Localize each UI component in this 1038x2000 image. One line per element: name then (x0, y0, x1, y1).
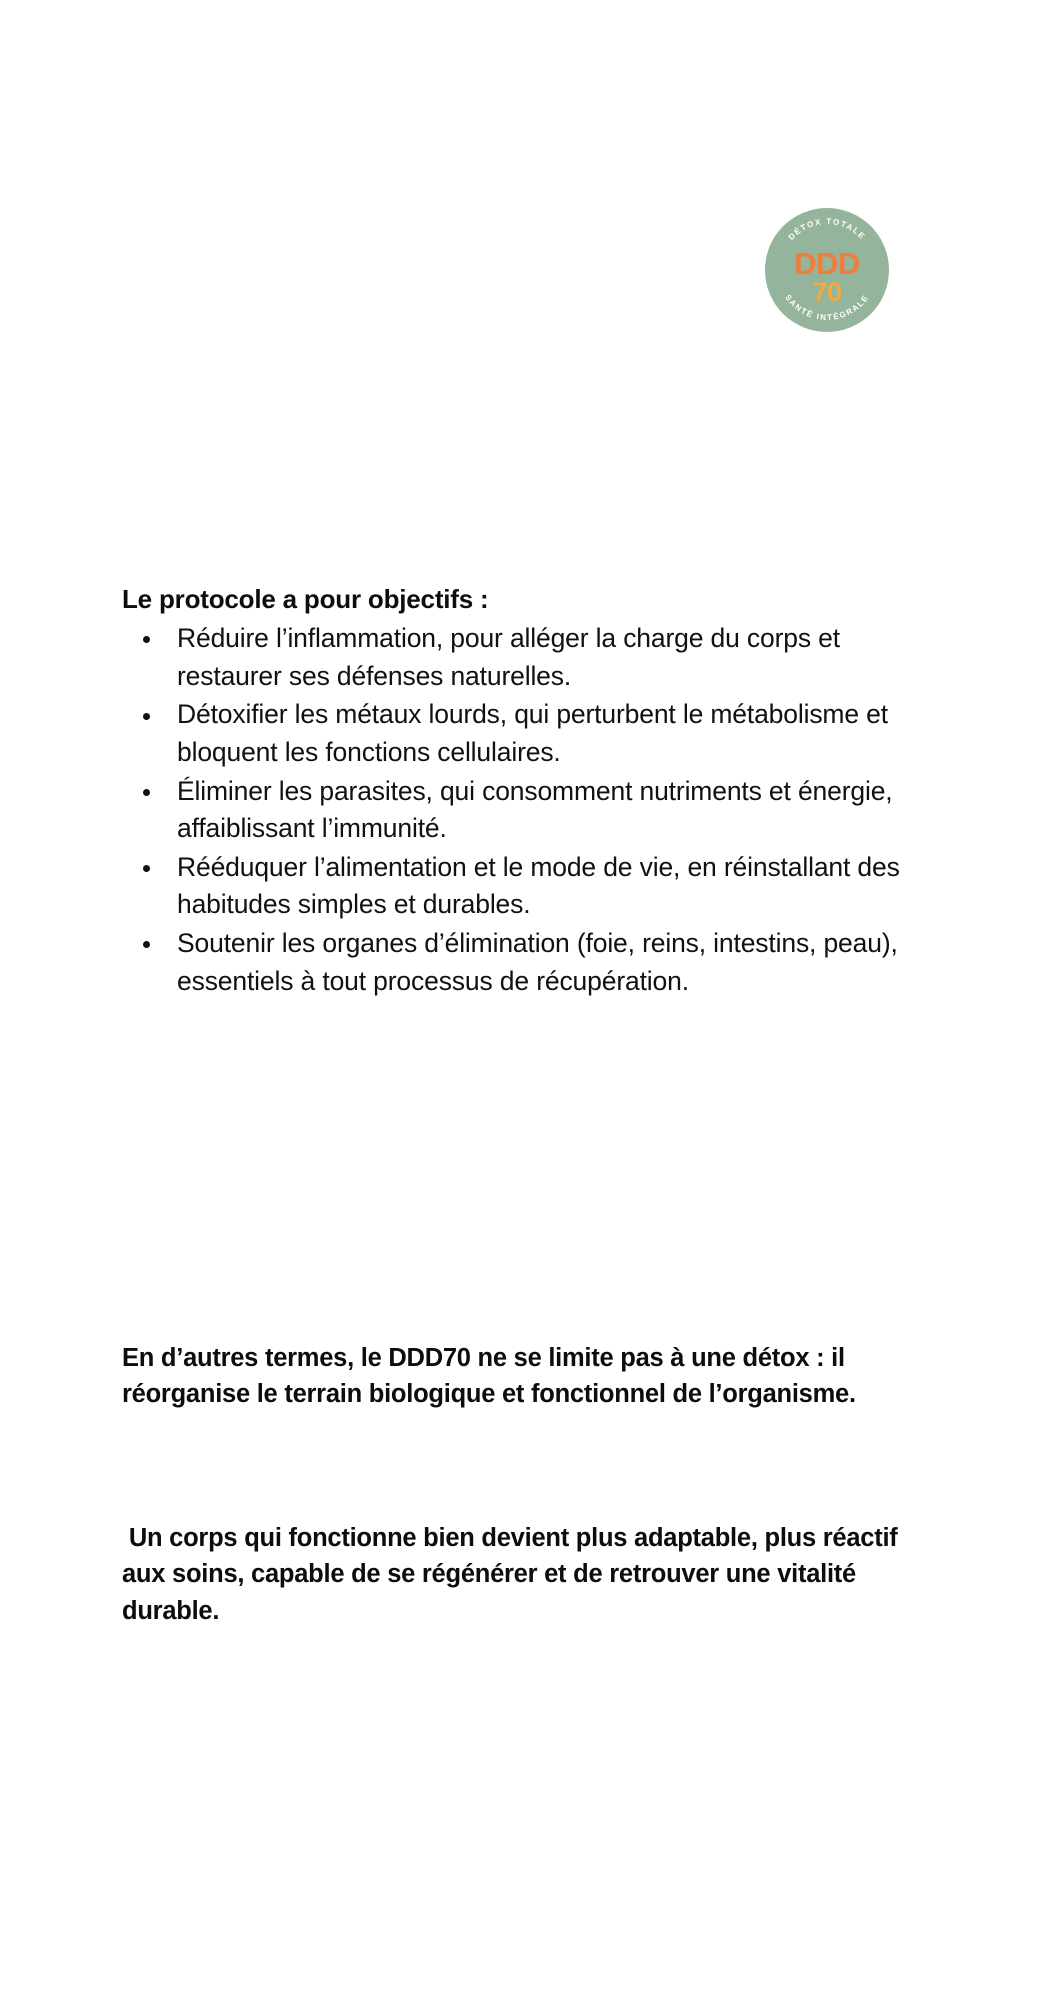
list-item-label: Réduire l’inflammation, pour alléger la charge du corps et restaurer ses défenses naturelles. (177, 623, 840, 691)
logo-badge-icon (765, 208, 889, 332)
logo-sub-text: 70 (812, 277, 842, 307)
bullet-icon (143, 865, 150, 872)
bullet-icon (143, 713, 150, 720)
list-item (122, 925, 922, 1000)
list-item (122, 849, 922, 924)
logo-main-text: DDD (794, 246, 860, 281)
objectives-list (122, 620, 922, 1001)
list-item (122, 773, 922, 848)
list-item-label: Détoxifier les métaux lourds, qui perturbent le métabolisme et bloquent les fonctions cellulaires. (177, 699, 888, 767)
bullet-icon (143, 636, 150, 643)
bullet-icon (143, 941, 150, 948)
list-item-label: Rééduquer l’alimentation et le mode de vie, en réinstallant des habitudes simples et durables. (177, 851, 900, 920)
list-item-label: Soutenir les organes d’élimination (foie, reins, intestins, peau), essentiels à tout processus de récupération. (177, 928, 898, 996)
ddd70-logo (765, 208, 889, 332)
conclusion-paragraph-1: En d’autres termes, le DDD70 ne se limite pas à une détox : il réorganise le terrain biologique et fonctionnel de l’organisme. (122, 1344, 856, 1409)
list-item-label: Éliminer les parasites, qui consomment nutriments et énergie, affaiblissant l’immunité. (177, 775, 893, 844)
logo-arc-top-text: DÉTOX TOTALE (786, 216, 868, 242)
conclusion-paragraph-2: Un corps qui fonctionne bien devient plus adaptable, plus réactif aux soins, capable de se régénérer et de retrouver une vitalité durable. (122, 1524, 905, 1625)
objectives-heading: Le protocole a pour objectifs : (122, 584, 489, 614)
bullet-icon (143, 789, 150, 796)
list-item (122, 696, 922, 771)
logo-arc-bottom-text: SANTÉ INTÉGRALE (783, 292, 871, 323)
list-item (122, 620, 922, 695)
